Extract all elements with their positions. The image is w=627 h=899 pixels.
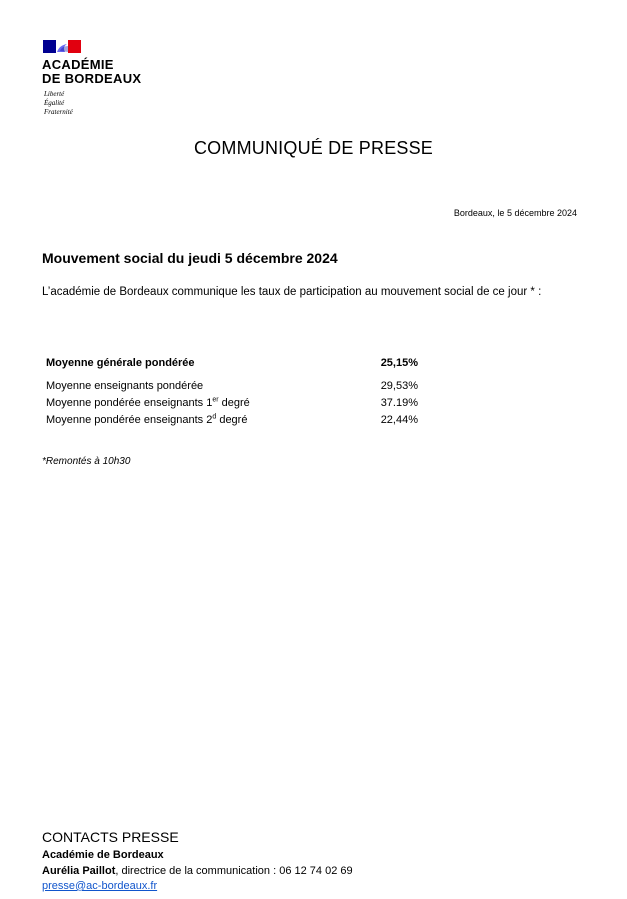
- subject-heading: Mouvement social du jeudi 5 décembre 2024: [42, 250, 338, 266]
- contact-email-link[interactable]: presse@ac-bordeaux.fr: [42, 880, 158, 892]
- rate-row-label-text: Moyenne pondérée enseignants 2: [46, 414, 213, 426]
- motto-egalite: Égalité: [44, 99, 65, 107]
- rate-row-label-suffix: degré: [218, 397, 250, 409]
- marianne-logo-icon: [43, 40, 81, 53]
- rate-row-value: 29,53%: [380, 380, 418, 392]
- rate-row-value: 37.19%: [380, 397, 418, 409]
- contact-person-name: Aurélia Paillot: [42, 865, 116, 877]
- ordinal-superscript: d: [212, 413, 217, 421]
- contact-organization: Académie de Bordeaux: [42, 849, 164, 861]
- average-rate-value: 25,15%: [380, 357, 418, 369]
- contact-person-role: , directrice de la communication : 06 12 74 02 69: [115, 865, 353, 877]
- document-title: COMMUNIQUÉ DE PRESSE: [193, 138, 434, 158]
- place-date: Bordeaux, le 5 décembre 2024: [453, 208, 577, 218]
- logo-text-bordeaux: DE BORDEAUX: [42, 71, 142, 86]
- motto-fraternite: Fraternité: [44, 108, 73, 116]
- intro-paragraph: L’académie de Bordeaux communique les taux de participation au mouvement social de ce jour * :: [42, 286, 542, 298]
- footnote: *Remontés à 10h30: [42, 456, 131, 467]
- rate-row-label-suffix: degré: [216, 414, 248, 426]
- ordinal-superscript: er: [212, 396, 219, 404]
- contacts-heading: CONTACTS PRESSE: [42, 829, 179, 845]
- contact-person: [42, 865, 353, 877]
- logo-text-academie: ACADÉMIE: [42, 57, 114, 72]
- rate-row-label-text: Moyenne pondérée enseignants 1: [46, 397, 213, 409]
- rate-row-value: 22,44%: [380, 414, 418, 426]
- average-rate-label: Moyenne générale pondérée: [46, 357, 195, 369]
- motto-liberte: Liberté: [44, 90, 65, 98]
- rate-row-label-text: Moyenne enseignants pondérée: [46, 380, 204, 392]
